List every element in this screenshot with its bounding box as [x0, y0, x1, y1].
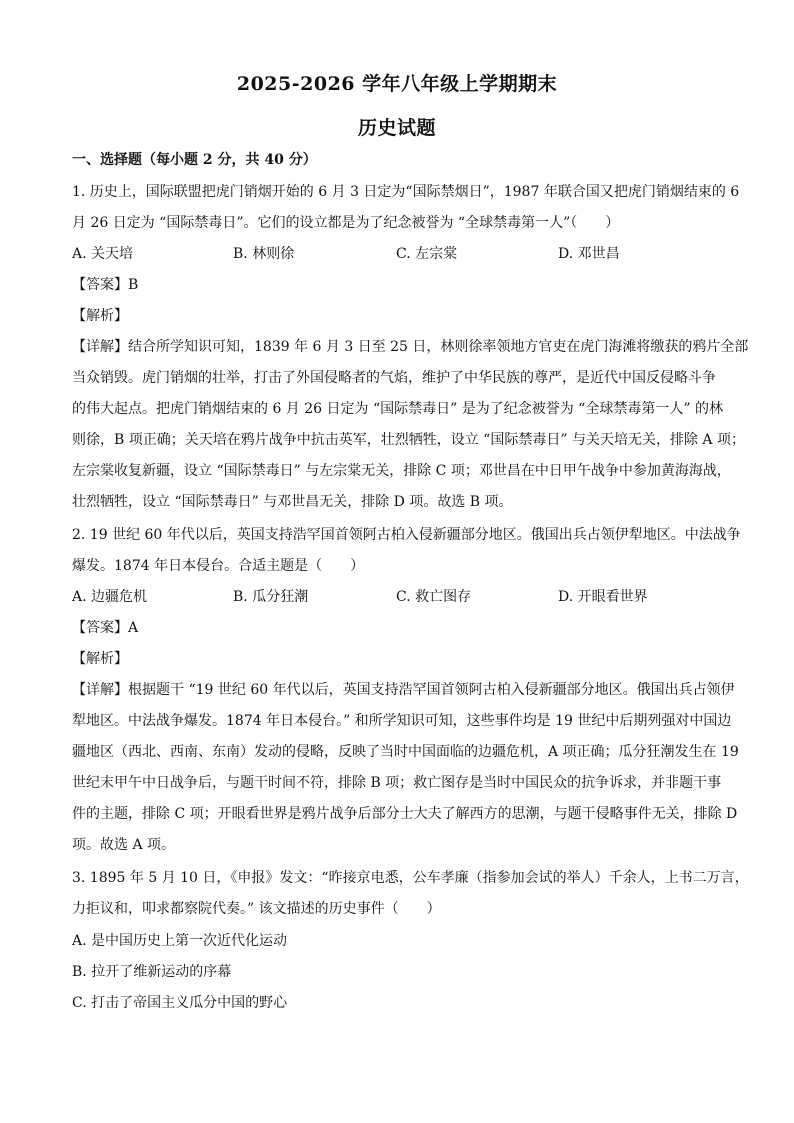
- q3-option-b: B. 拉开了维新运动的序幕: [72, 964, 232, 980]
- q2-answer: 【答案】A: [72, 620, 139, 636]
- q1-detail-line: 壮烈牺牲，设立 “国际禁毒日” 与邓世昌无关，排除 D 项。故选 B 项。: [72, 494, 513, 510]
- page-title: 2025-2026 学年八年级上学期期末: [236, 73, 558, 95]
- q1-detail-line: 【详解】结合所学知识可知，1839 年 6 月 3 日至 25 日，林则徐率领地方官吏在虎门海滩将缴获的鸦片全部: [72, 339, 749, 355]
- q1-analysis-label: 【解析】: [72, 308, 128, 324]
- q2-detail-line: 件的主题，排除 C 项；开眼看世界是鸦片战争后部分士大夫了解西方的思潮，与题干侵略事件无关，排除 D: [72, 806, 738, 822]
- q2-stem-line-2: 爆发。1874 年日本侵台。合适主题是（ ）: [72, 558, 365, 574]
- page-subtitle: 历史试题: [357, 117, 436, 139]
- q1-stem-line-2: 月 26 日定为 “国际禁毒日”。它们的设立都是为了纪念被誉为 “全球禁毒第一人”（ ）: [72, 215, 620, 231]
- q3-option-a: A. 是中国历史上第一次近代化运动: [72, 933, 288, 949]
- q1-option-a: A. 关天培: [72, 246, 134, 262]
- q2-option-c: C. 救亡图存: [396, 589, 472, 605]
- q2-option-b: B. 瓜分狂潮: [233, 589, 309, 605]
- q2-detail-line: 【详解】根据题干 “19 世纪 60 年代以后，英国支持浩罕国首领阿古柏入侵新疆部分地区。俄国出兵占领伊: [72, 682, 735, 698]
- q2-detail-line: 项。故选 A 项。: [72, 837, 176, 853]
- q2-detail-line: 疆地区（西北、西南、东南）发动的侵略，反映了当时中国面临的边疆危机，A 项正确；瓜分狂潮发生在 19: [72, 744, 739, 760]
- q2-detail-line: 世纪末甲午中日战争后，与题干时间不符，排除 B 项；救亡图存是当时中国民众的抗争诉求，并非题干事: [72, 775, 722, 791]
- q1-answer: 【答案】B: [72, 277, 139, 293]
- q3-option-c: C. 打击了帝国主义瓜分中国的野心: [72, 995, 288, 1011]
- q2-analysis-label: 【解析】: [72, 651, 128, 667]
- q3-stem-line-1: 3. 1895 年 5 月 10 日，《申报》发文：“昨接京电悉，公车孝廉（指参加会试的举人）千余人，上书二万言，: [72, 870, 749, 886]
- q2-option-d: D. 开眼看世界: [558, 589, 648, 605]
- section-heading: 一、选择题（每小题 2 分，共 40 分）: [72, 152, 317, 168]
- q1-option-c: C. 左宗棠: [396, 246, 458, 262]
- q1-detail-line: 的伟大起点。把虎门销烟结束的 6 月 26 日定为 “国际禁毒日” 是为了纪念被誉为 “全球禁毒第一人” 的林: [72, 401, 723, 417]
- q1-detail-line: 当众销毁。虎门销烟的壮举，打击了外国侵略者的气焰，维护了中华民族的尊严，是近代中国反侵略斗争: [72, 370, 716, 386]
- q2-detail-line: 犁地区。中法战争爆发。1874 年日本侵台。” 和所学知识可知，这些事件均是 19 世纪中后期列强对中国边: [72, 713, 732, 729]
- q3-stem-line-2: 力拒议和，叩求都察院代奏。” 该文描述的历史事件（ ）: [72, 901, 441, 917]
- q1-option-d: D. 邓世昌: [558, 246, 620, 262]
- q1-detail-line: 则徐，B 项正确；关天培在鸦片战争中抗击英军，壮烈牺牲，设立 “国际禁毒日” 与关天培无关，排除 A 项；: [72, 432, 745, 448]
- q1-option-b: B. 林则徐: [233, 246, 295, 262]
- q1-stem-line-1: 1. 历史上，国际联盟把虎门销烟开始的 6 月 3 日定为“国际禁烟日”，1987 年联合国又把虎门销烟结束的 6: [72, 184, 740, 200]
- q2-stem-line-1: 2. 19 世纪 60 年代以后，英国支持浩罕国首领阿古柏入侵新疆部分地区。俄国出兵占领伊犁地区。中法战争: [72, 527, 741, 543]
- q2-option-a: A. 边疆危机: [72, 589, 148, 605]
- q1-detail-line: 左宗棠收复新疆，设立 “国际禁毒日” 与左宗棠无关，排除 C 项；邓世昌在中日甲午战争中参加黄海海战，: [72, 463, 731, 479]
